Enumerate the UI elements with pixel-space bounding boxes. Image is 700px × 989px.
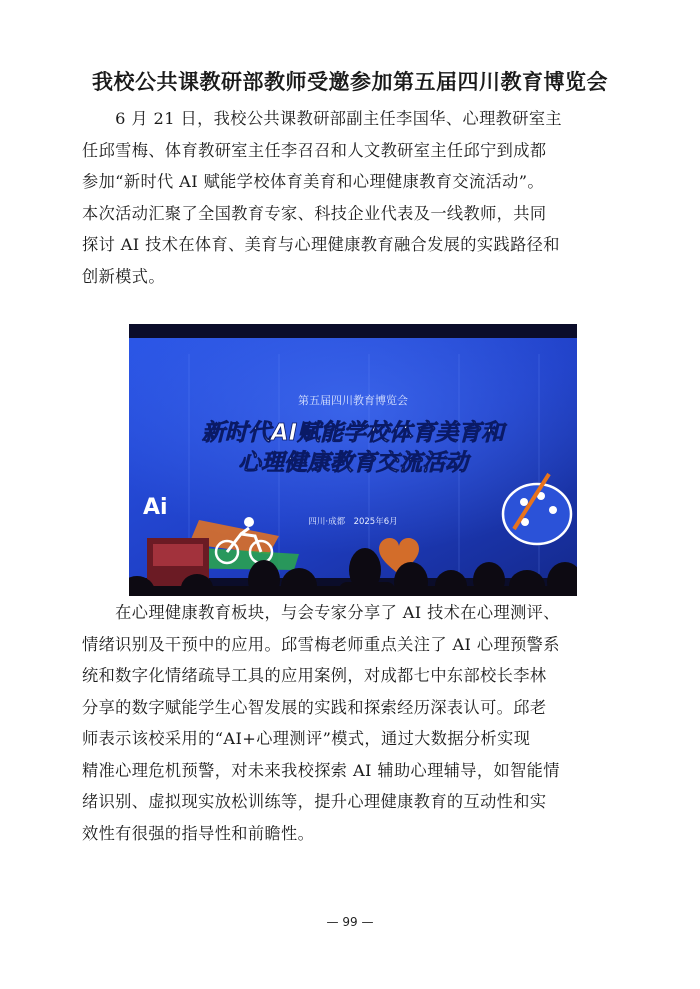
- screen-location-date: 四川·成都 2025年6月: [308, 517, 398, 527]
- event-photo-drawing: [129, 324, 577, 596]
- screen-title-line-1: 新时代AI赋能学校体育美育和: [201, 420, 505, 446]
- paragraph-line: 创新模式。: [82, 266, 165, 286]
- paragraph-psychology: [82, 597, 618, 849]
- paragraph-line: 本次活动汇聚了全国教育专家、科技企业代表及一线教师，共同: [82, 203, 547, 223]
- paragraph-line: 分享的数字赋能学生心智发展的实践和探索经历深表认可。邱老: [82, 697, 547, 717]
- event-photo: [129, 324, 577, 596]
- ai-logo: Ai: [143, 495, 168, 520]
- paragraph-line: 情绪识别及干预中的应用。邱雪梅老师重点关注了 AI 心理预警系: [82, 634, 560, 654]
- screen-title-line-2: 心理健康教育交流活动: [238, 450, 468, 476]
- paragraph-line: 统和数字化情绪疏导工具的应用案例，对成都七中东部校长李林: [82, 666, 547, 685]
- paragraph-line: 精准心理危机预警，对未来我校探索 AI 辅助心理辅导，如智能情: [82, 760, 560, 780]
- page-number: — 99 —: [326, 915, 374, 929]
- paragraph-intro: [82, 103, 618, 292]
- paragraph-line: 参加“新时代 AI 赋能学校体育美育和心理健康教育交流活动”。: [82, 172, 545, 191]
- paragraph-line: 任邱雪梅、体育教研室主任李召召和人文教研室主任邱宁到成都: [82, 140, 547, 160]
- article-title: 我校公共课教研部教师受邀参加第五届四川教育博览会: [92, 70, 608, 94]
- paragraph-line: 6 月 21 日，我校公共课教研部副主任李国华、心理教研室主: [82, 109, 563, 128]
- paragraph-line: 绪识别、虚拟现实放松训练等，提升心理健康教育的互动性和实: [82, 792, 547, 811]
- paragraph-line: 在心理健康教育板块，与会专家分享了 AI 技术在心理测评、: [82, 603, 560, 622]
- paragraph-line: 师表示该校采用的“AI+心理测评”模式，通过大数据分析实现: [82, 729, 531, 748]
- paragraph-line: 效性有很强的指导性和前瞻性。: [82, 823, 315, 843]
- screen-header: 第五届四川教育博览会: [298, 394, 408, 407]
- paragraph-line: 探讨 AI 技术在体育、美育与心理健康教育融合发展的实践路径和: [82, 235, 560, 254]
